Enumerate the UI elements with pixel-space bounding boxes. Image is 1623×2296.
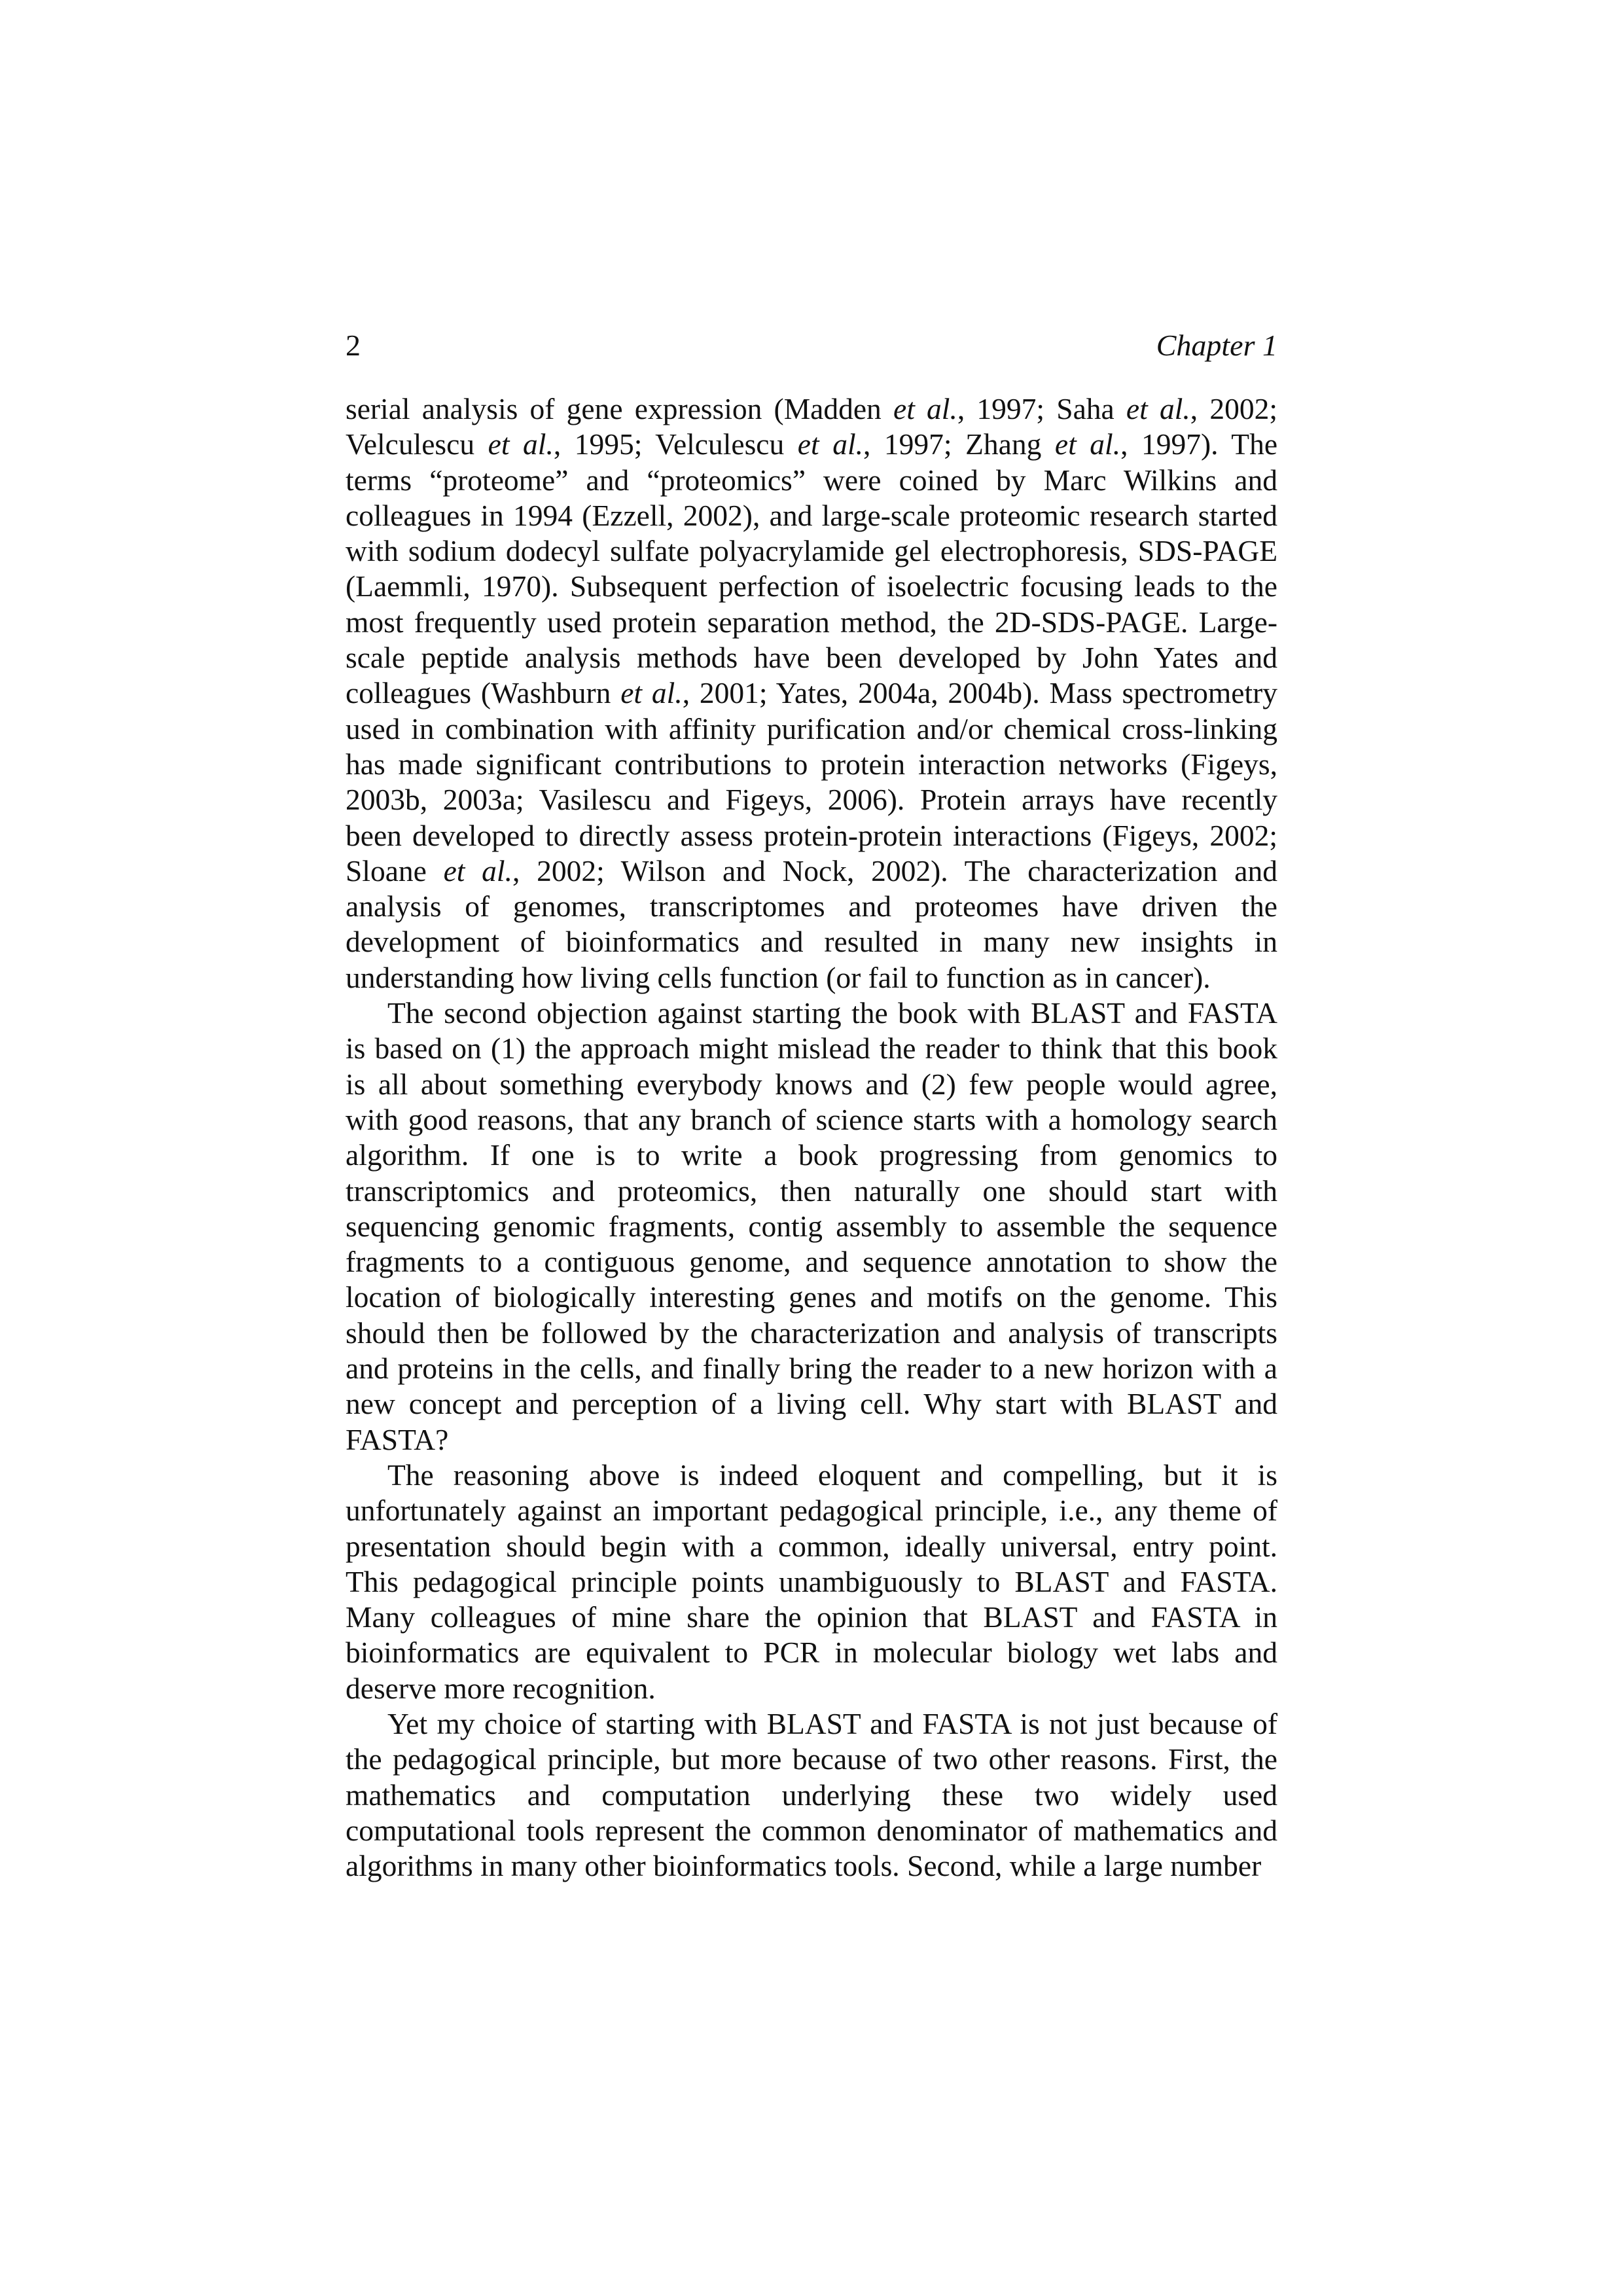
text-segment: algorithm. If one is to write a book progressing from genomics to (346, 1138, 1277, 1172)
text-line (346, 1386, 1277, 1422)
text-line (346, 924, 1277, 960)
text-segment: serial analysis of gene expression (Madden (346, 392, 894, 425)
text-segment: been developed to directly assess protein-protein interactions (Figeys, 2002; (346, 818, 1277, 852)
text-line (346, 1635, 1277, 1670)
text-line (346, 1458, 1277, 1493)
text-segment: location of biologically interesting genes and motifs on the genome. This (346, 1280, 1277, 1314)
text-segment: with good reasons, that any branch of science starts with a homology search (346, 1102, 1277, 1136)
text-line (346, 1813, 1277, 1848)
text-segment: (Laemmli, 1970). Subsequent perfection of isoelectric focusing leads to the (346, 569, 1277, 603)
text-line (346, 1316, 1277, 1351)
text-segment: development of bioinformatics and resulted in many new insights in (346, 925, 1277, 959)
text-line (346, 818, 1277, 853)
italic-text: et al. (893, 392, 957, 425)
text-line (346, 960, 1277, 996)
text-segment: This pedagogical principle points unambiguously to BLAST and FASTA. (346, 1564, 1277, 1598)
text-segment: 2003b, 2003a; Vasilescu and Figeys, 2006). Protein arrays have recently (346, 783, 1277, 817)
text-line (346, 1848, 1277, 1884)
text-line (346, 1174, 1277, 1209)
text-segment: unfortunately against an important pedagogical principle, i.e., any theme of (346, 1494, 1277, 1528)
text-segment: analysis of genomes, transcriptomes and proteomes have driven the (346, 889, 1277, 924)
text-line (346, 1493, 1277, 1528)
text-segment: The reasoning above is indeed eloquent and compelling, but it is (387, 1458, 1277, 1492)
text-line (346, 1671, 1277, 1706)
text-segment: most frequently used protein separation method, the 2D-SDS-PAGE. Large- (346, 605, 1277, 639)
text-line (346, 1067, 1277, 1102)
text-segment: , 1997; Saha (957, 392, 1126, 425)
text-segment: understanding how living cells function (or fail to function as in cancer). (346, 960, 1211, 994)
text-line (346, 1529, 1277, 1564)
text-line (346, 1778, 1277, 1813)
text-line (346, 1031, 1277, 1066)
text-line (346, 498, 1277, 533)
text-segment: sequencing genomic fragments, contig assembly to assemble the sequence (346, 1209, 1277, 1243)
text-segment: deserve more recognition. (346, 1671, 656, 1705)
text-segment: transcriptomics and proteomics, then naturally one should start with (346, 1174, 1277, 1208)
text-line (346, 605, 1277, 640)
text-segment: , 1997; Zhang (863, 427, 1055, 461)
text-line (346, 1102, 1277, 1138)
text-line (346, 463, 1277, 498)
text-segment: with sodium dodecyl sulfate polyacrylamide gel electrophoresis, SDS-PAGE (346, 534, 1277, 568)
text-segment: , 1995; Velculescu (553, 427, 798, 461)
text-segment: mathematics and computation underlying these two widely used (346, 1778, 1277, 1812)
text-line (346, 533, 1277, 569)
text-segment: Many colleagues of mine share the opinion that BLAST and FASTA in (346, 1600, 1277, 1634)
text-line (346, 675, 1277, 711)
text-line (346, 747, 1277, 782)
text-segment: fragments to a contiguous genome, and sequence annotation to show the (346, 1245, 1277, 1279)
page-header (346, 326, 1277, 365)
text-line (346, 853, 1277, 889)
text-segment: terms “proteome” and “proteomics” were coined by Marc Wilkins and (346, 463, 1277, 497)
text-segment: bioinformatics are equivalent to PCR in molecular biology wet labs and (346, 1636, 1277, 1670)
page-number: 2 (346, 329, 361, 362)
paragraph (346, 996, 1277, 1458)
italic-text: et al. (443, 853, 512, 888)
text-segment: colleagues in 1994 (Ezzell, 2002), and large-scale proteomic research started (346, 498, 1277, 532)
italic-text: et al. (620, 676, 683, 710)
text-line (346, 1280, 1277, 1315)
text-line (346, 391, 1277, 427)
text-line (346, 1209, 1277, 1244)
text-segment: , 2002; (1190, 392, 1277, 425)
text-segment: Yet my choice of starting with BLAST and FASTA is not just because of (387, 1706, 1277, 1740)
body-text (346, 391, 1277, 1884)
text-line (346, 427, 1277, 462)
text-line (346, 711, 1277, 747)
text-line (346, 996, 1277, 1031)
text-line (346, 1422, 1277, 1458)
text-line (346, 1600, 1277, 1635)
text-segment: should then be followed by the characterization and analysis of transcripts (346, 1316, 1277, 1350)
text-segment: , 2001; Yates, 2004a, 2004b). Mass spectrometry (682, 676, 1277, 710)
paragraph (346, 391, 1277, 996)
text-segment: Velculescu (346, 427, 488, 461)
text-segment: the pedagogical principle, but more because of two other reasons. First, the (346, 1742, 1277, 1776)
text-line (346, 1244, 1277, 1280)
text-line (346, 1138, 1277, 1173)
text-line (346, 569, 1277, 604)
text-segment: The second objection against starting the book with BLAST and FASTA (387, 996, 1277, 1030)
text-line (346, 1742, 1277, 1777)
text-segment: is based on (1) the approach might mislead the reader to think that this book (346, 1031, 1277, 1066)
text-segment: FASTA? (346, 1422, 449, 1456)
paragraph (346, 1706, 1277, 1884)
text-segment: presentation should begin with a common, ideally universal, entry point. (346, 1529, 1277, 1563)
text-line (346, 1706, 1277, 1742)
text-segment: computational tools represent the common denominator of mathematics and (346, 1813, 1277, 1847)
text-segment: algorithms in many other bioinformatics tools. Second, while a large number (346, 1849, 1262, 1883)
text-segment: scale peptide analysis methods have been developed by John Yates and (346, 641, 1277, 675)
text-segment: Sloane (346, 853, 444, 888)
italic-text: et al. (488, 427, 554, 461)
text-segment: and proteins in the cells, and finally bring the reader to a new horizon with a (346, 1352, 1277, 1386)
italic-text: et al. (797, 427, 863, 461)
text-segment: , 1997). The (1120, 427, 1278, 461)
italic-text: et al. (1054, 427, 1121, 461)
text-segment: new concept and perception of a living cell. Why start with BLAST and (346, 1387, 1277, 1421)
text-segment: has made significant contributions to protein interaction networks (Figeys, (346, 747, 1277, 781)
text-segment: colleagues (Washburn (346, 676, 621, 710)
text-line (346, 640, 1277, 675)
text-line (346, 1351, 1277, 1386)
text-segment: used in combination with affinity purification and/or chemical cross-linking (346, 711, 1277, 745)
text-line (346, 1564, 1277, 1600)
text-segment: , 2002; Wilson and Nock, 2002). The characterization and (512, 853, 1277, 888)
running-head: Chapter 1 (1156, 329, 1277, 362)
paragraph (346, 1458, 1277, 1706)
text-line (346, 782, 1277, 817)
text-line (346, 889, 1277, 924)
italic-text: et al. (1126, 392, 1190, 425)
text-segment: is all about something everybody knows and (2) few people would agree, (346, 1067, 1277, 1101)
